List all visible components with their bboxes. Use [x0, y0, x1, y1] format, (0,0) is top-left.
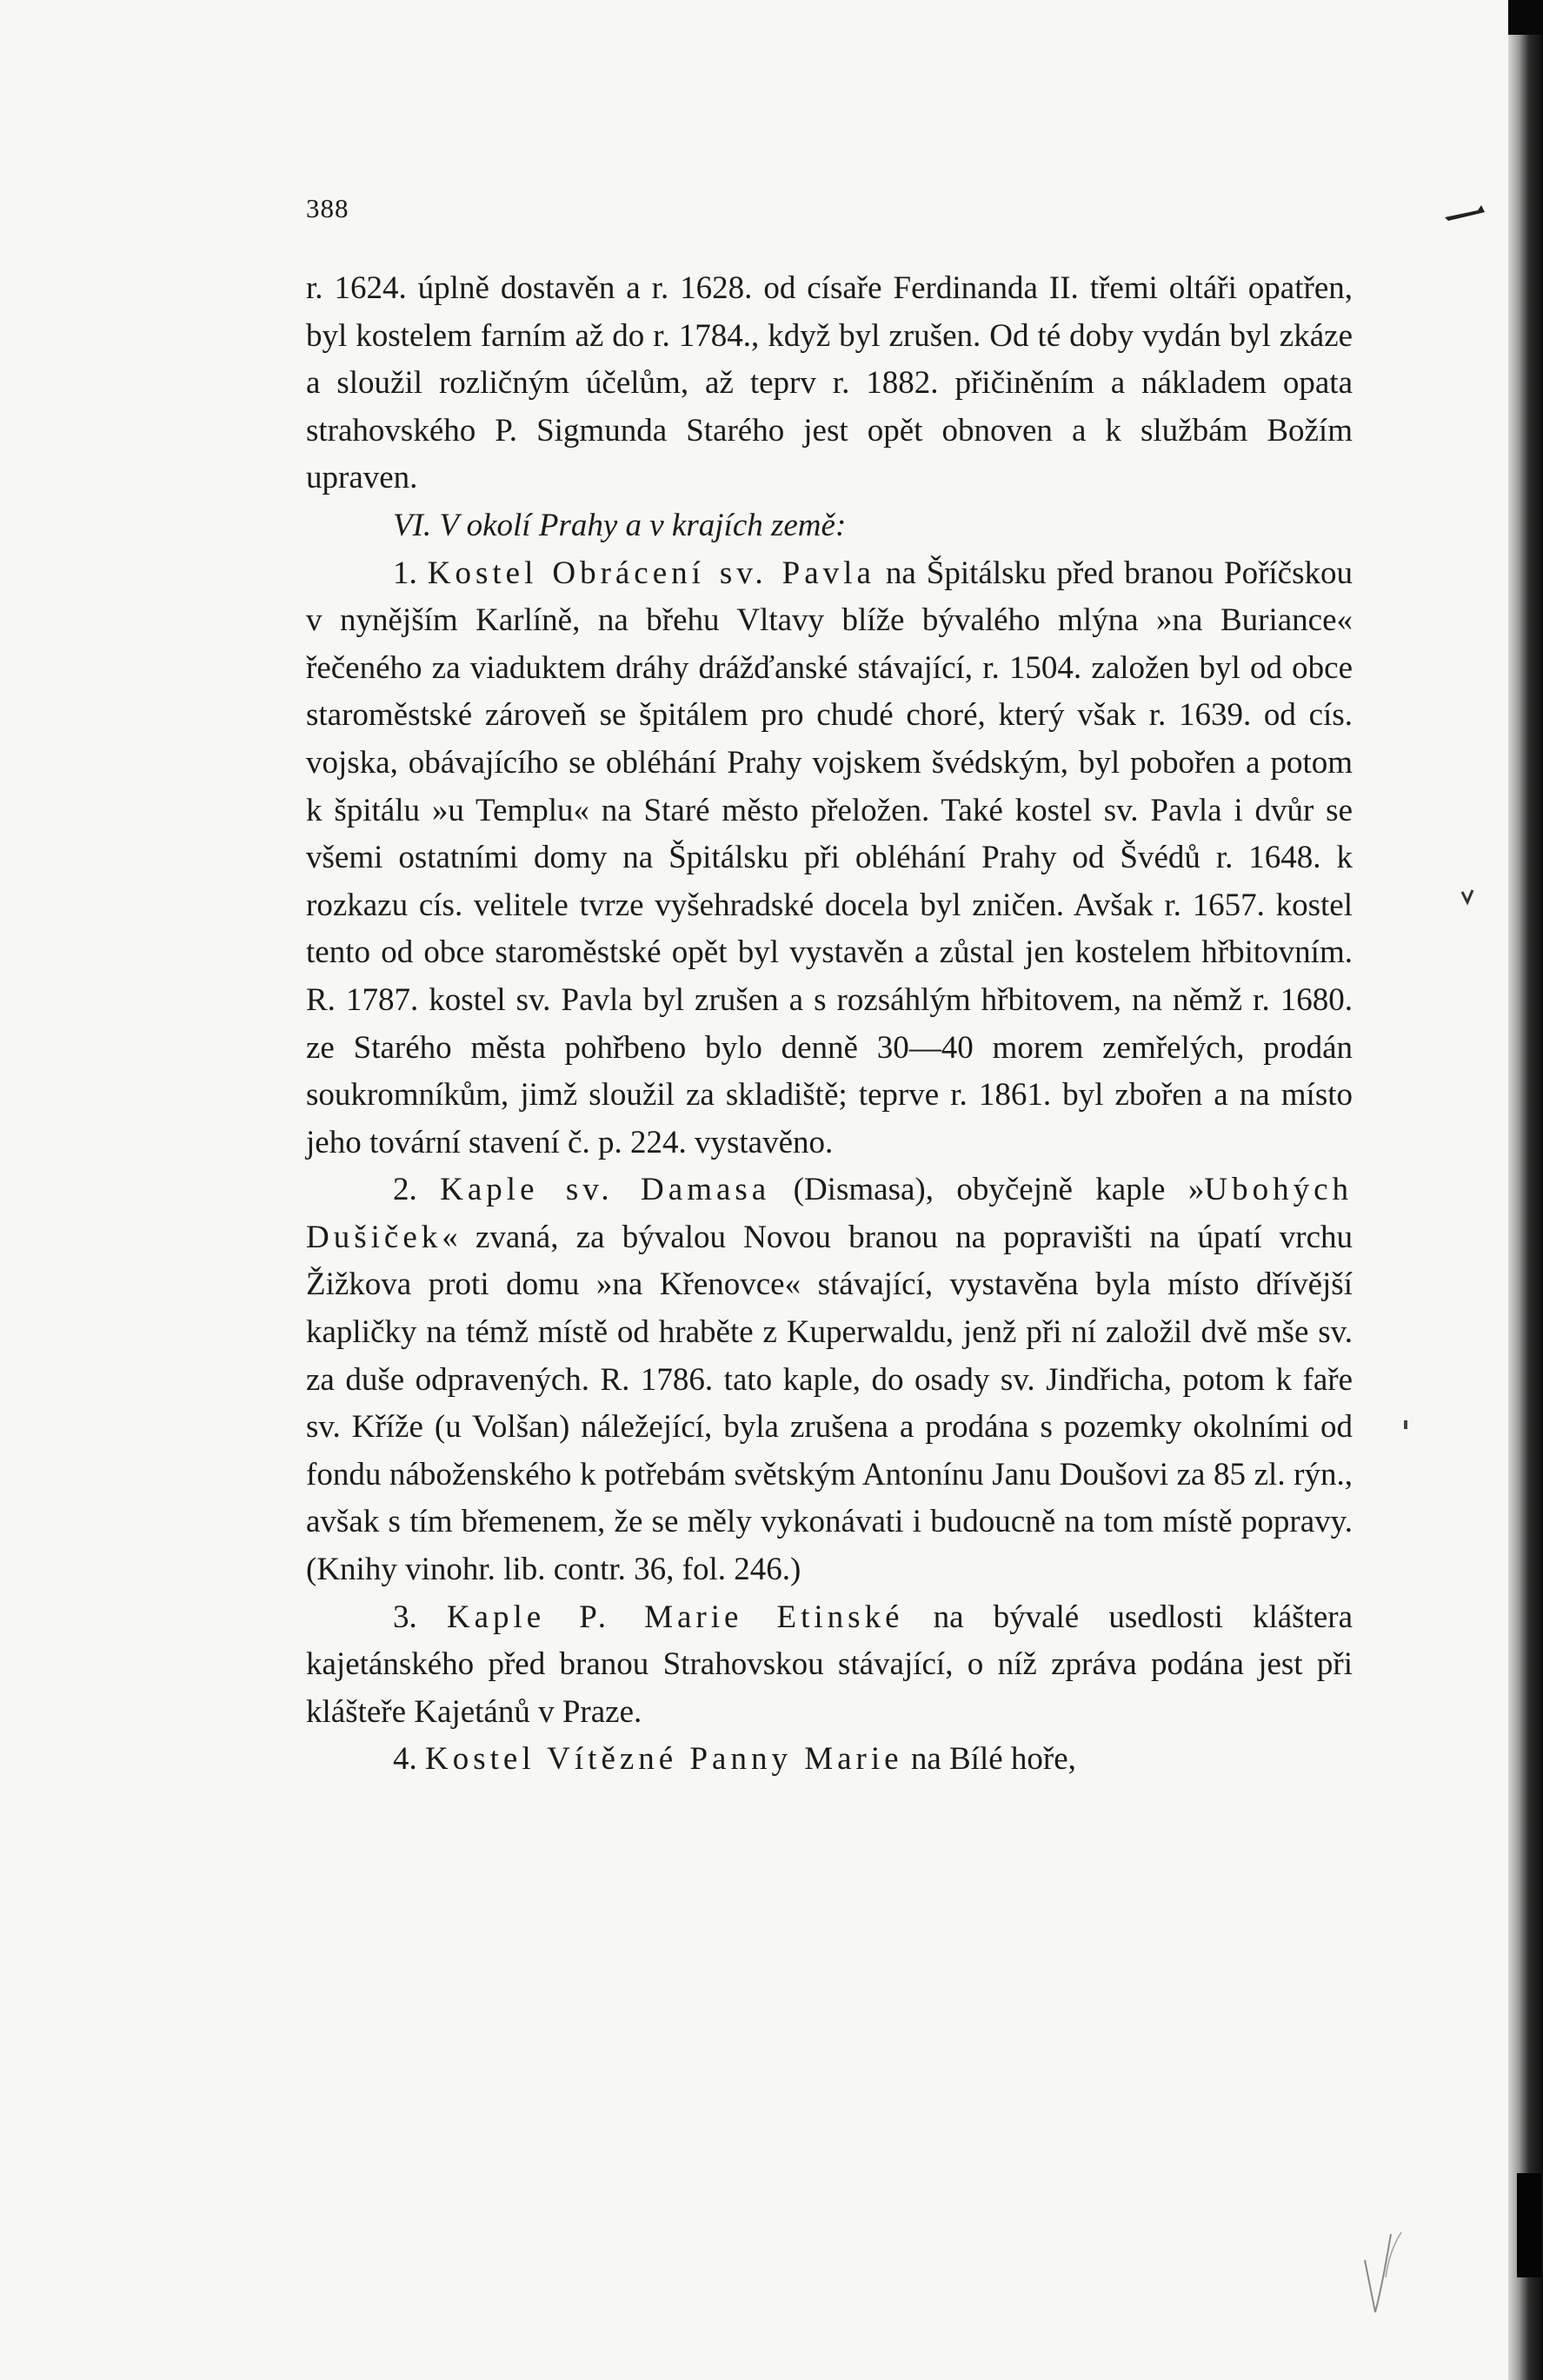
entry-text: (Dismasa), obyčejně kaple »	[793, 1172, 1205, 1208]
paragraph-entry-2	[306, 1167, 1353, 1593]
paragraph-entry-3	[306, 1594, 1353, 1737]
scan-edge	[1508, 0, 1543, 2380]
paragraph-entry-4	[306, 1736, 1353, 1784]
entry-title: Kostel Obrácení sv. Pavla	[427, 555, 875, 591]
entry-number: 3.	[393, 1599, 417, 1635]
body-text	[306, 265, 1353, 1784]
section-heading: VI. V okolí Prahy a v krajích země:	[393, 507, 847, 543]
paragraph-entry-1	[306, 550, 1353, 1167]
page-number: 388	[306, 193, 349, 223]
entry-text: na bývalé usedlosti kláštera kajetánského před branou Strahovskou stávající, o níž zpráva podána jest při klášteře Kajetánů v Praze.	[306, 1599, 1353, 1730]
entry-title: Kostel Vítězné Panny Marie	[425, 1741, 903, 1778]
entry-text: « zvaná, za bývalou Novou branou na popravišti na úpatí vrchu Žižkova proti domu »na Křenovce« stávající, vystavěna byla místo dřívější kapličky na témž místě od hraběte z Kuperwaldu, jenž při ní založil dvě mše sv. za duše odpravených. R. 1786. tato kaple, do osady sv. Jindřicha, potom k faře sv. Kříže (u Volšan) náležející, byla zrušena a prodána s pozemky okolními od fondu náboženského k potřebám světským Antonínu Janu Doušovi za 85 zl. rýn., avšak s tím břemenem, že se měly vykonávati i budoucně na tom místě popravy. (Knihy vinohr. lib. contr. 36, fol. 246.)	[306, 1219, 1353, 1588]
margin-dot-icon	[1401, 1417, 1410, 1434]
entry-text: na Bílé hoře,	[910, 1741, 1076, 1778]
margin-arrow-icon	[1443, 200, 1486, 226]
entry-number: 4.	[393, 1741, 417, 1778]
paragraph-continuation: r. 1624. úplně dostavěn a r. 1628. od císaře Ferdinanda II. třemi oltáři opatřen, byl kostelem farním až do r. 1784., když byl zrušen. Od té doby vydán byl zkáze a sloužil rozličným účelům, až teprv r. 1882. přičiněním a nákladem opata strahovského P. Sigmunda Starého jest opět obnoven a k službám Božím upraven.	[306, 270, 1353, 496]
entry-title: Kaple P. Marie Etinské	[446, 1599, 904, 1635]
pencil-scribble-icon	[1356, 2225, 1408, 2321]
margin-tick-icon	[1460, 888, 1474, 906]
entry-title: Kaple sv. Damasa	[440, 1172, 771, 1208]
scan-corner	[1508, 0, 1543, 35]
entry-number: 2.	[393, 1172, 417, 1208]
entry-subtitle: Ubohých Dušiček	[306, 1172, 1353, 1255]
entry-number: 1.	[393, 555, 417, 591]
entry-text: na Špitálsku před branou Poříčskou v nynějším Karlíně, na břehu Vltavy blíže bývalého mlýna »na Buriance« řečeného za viaduktem dráhy drážďanské stávající, r. 1504. založen byl od obce staroměstské zároveň se špitálem pro chudé choré, který však r. 1639. od cís. vojska, obávajícího se obléhání Prahy vojskem švédským, byl pobořen a potom k špitálu »u Templu« na Staré město přeložen. Také kostel sv. Pavla i dvůr se všemi ostatními domy na Špitálsku při obléhání Prahy od Švédů r. 1648. k rozkazu cís. velitele tvrze vyšehradské docela byl zničen. Avšak r. 1657. kostel tento od obce staroměstské opět byl vystavěn a zůstal jen kostelem hřbitovním. R. 1787. kostel sv. Pavla byl zrušen a s rozsáhlým hřbitovem, na němž r. 1680. ze Starého města pohřbeno bylo denně 30—40 morem zemřelých, prodán soukromníkům, jimž sloužil za skladiště; teprve r. 1861. byl zbořen a na místo jeho tovární stavení č. p. 224. vystavěno.	[306, 555, 1353, 1160]
spine-mark	[1517, 2173, 1541, 2277]
